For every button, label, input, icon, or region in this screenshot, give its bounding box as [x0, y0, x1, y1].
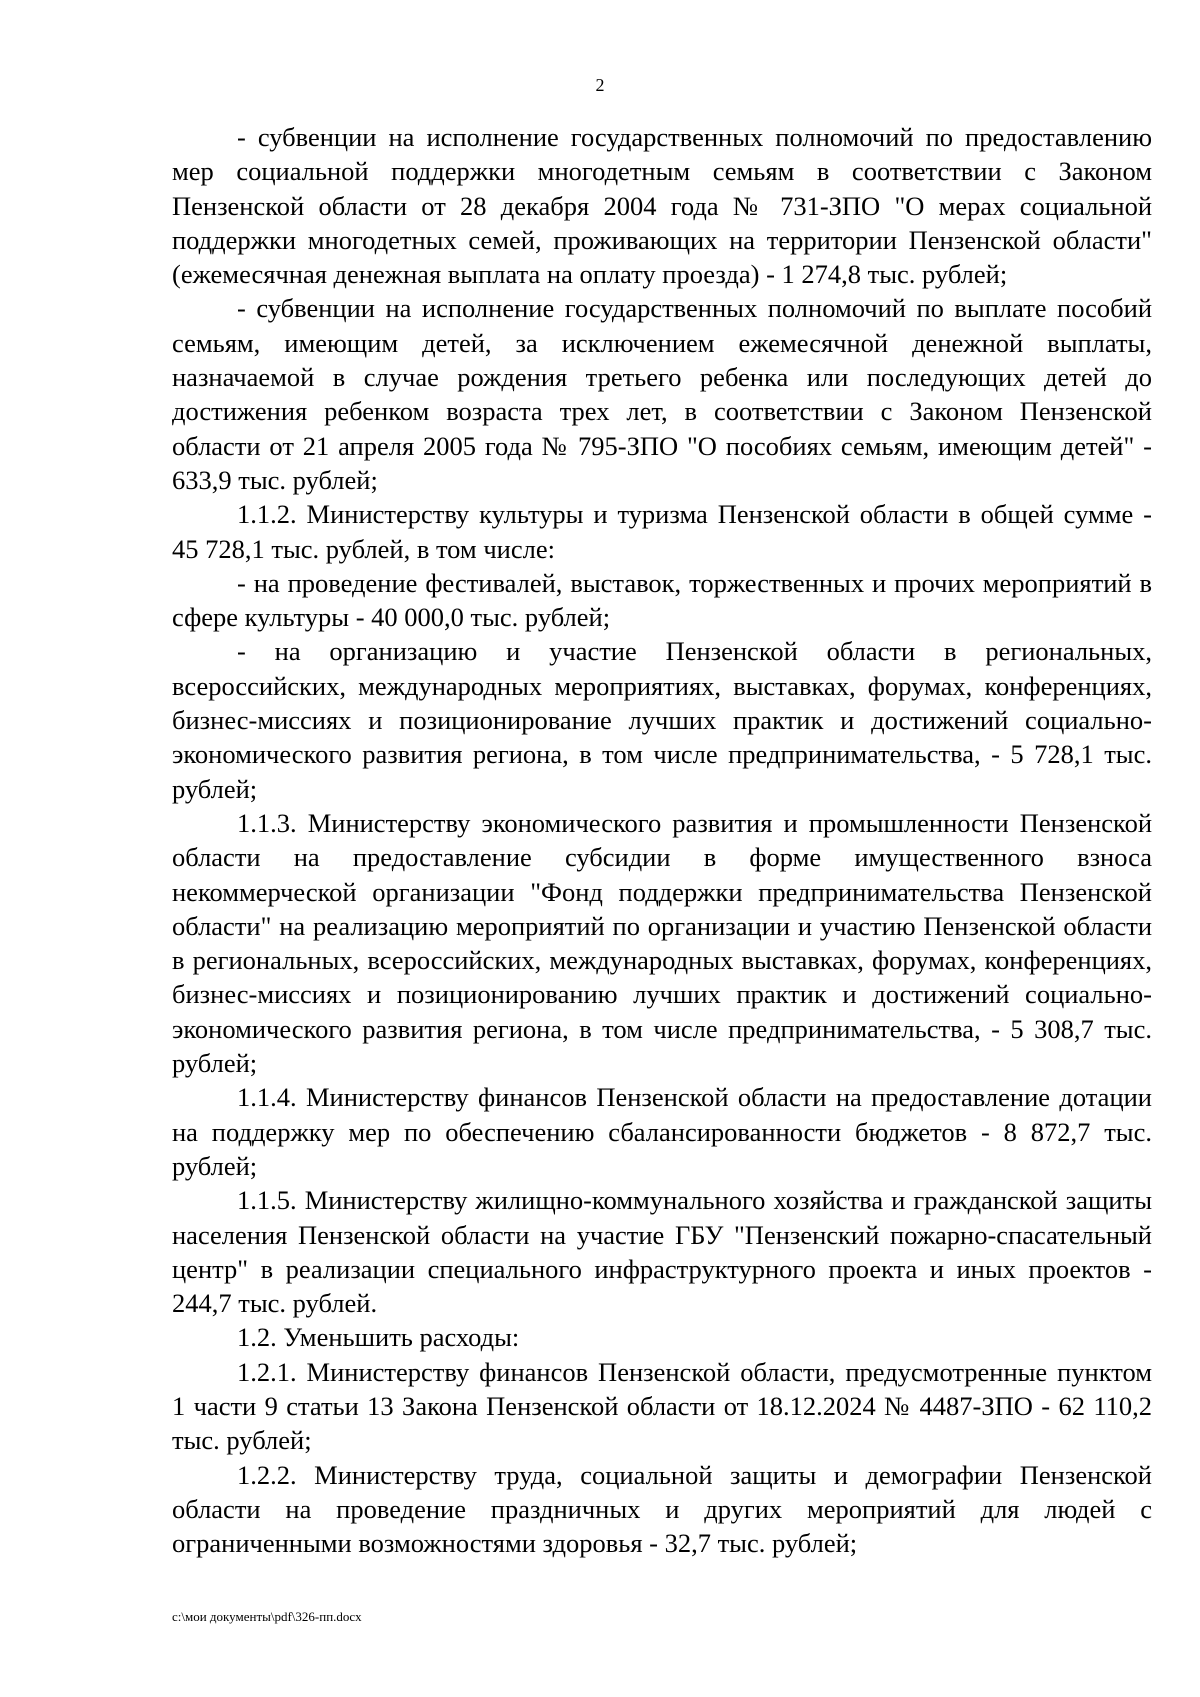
- paragraph-regional-events: - на организацию и участие Пензенской области в региональных, всероссийских, международных мероприятиях, выставках, форумах, конференциях, бизнес-миссиях и позиционирование лучших практик и достижений социально-экономического развития региона, в том числе предпринимательства, - 5 728,1 тыс. рублей;: [172, 636, 1152, 804]
- page-number: 2: [595, 75, 605, 95]
- paragraph-1-2-1-finance-ministry: 1.2.1. Министерству финансов Пензенской области, предусмотренные пунктом 1 части 9 статьи 13 Закона Пензенской области от 18.12.2024 № 4487-ЗПО - 62 110,2 тыс. рублей;: [172, 1356, 1152, 1456]
- paragraph-1-1-2-culture-ministry: 1.1.2. Министерству культуры и туризма Пензенской области в общей сумме - 45 728,1 тыс. рублей, в том числе:: [172, 499, 1152, 564]
- paragraph-festivals: - на проведение фестивалей, выставок, торжественных и прочих мероприятий в сфере культуры - 40 000,0 тыс. рублей;: [172, 567, 1152, 633]
- paragraph-1-1-3-economy-ministry: 1.1.3. Министерству экономического развития и промышленности Пензенской области на предоставление субсидии в форме имущественного взноса некоммерческой организации "Фонд поддержки предпринимательства Пензенской области" на реализацию мероприятий по организации и участию Пензенской области в региональных, всероссийских, международных выставках, форумах, конференциях, бизнес-миссиях и позиционированию лучших практик и достижений социально-экономического развития региона, в том числе предпринимательства, - 5 308,7 тыс. рублей;: [172, 807, 1152, 1079]
- document-body: [172, 120, 1152, 1560]
- paragraph-1-1-4-finance-ministry: 1.1.4. Министерству финансов Пензенской области на предоставление дотации на поддержку мер по обеспечению сбалансированности бюджетов - 8 872,7 тыс. рублей;: [172, 1082, 1152, 1181]
- footer-file-path: c:\мои документы\pdf\326-пп.docx: [172, 1609, 362, 1624]
- paragraph-subsidy-family-benefits: - субвенции на исполнение государственных полномочий по выплате пособий семьям, имеющим детей, за исключением ежемесячной денежной выплаты, назначаемой в случае рождения третьего ребенка или последующих детей до достижения ребенком возраста трех лет, в соответствии с Законом Пензенской области от 21 апреля 2005 года № 795-ЗПО "О пособиях семьям, имеющим детей" - 633,9 тыс. рублей;: [172, 293, 1152, 495]
- paragraph-1-2-reduce-expenses: 1.2. Уменьшить расходы:: [237, 1322, 520, 1353]
- paragraph-subsidy-large-families: - субвенции на исполнение государственных полномочий по предоставлению мер социальной поддержки многодетным семьям в соответствии с Законом Пензенской области от 28 декабря 2004 года № 731-ЗПО "О мерах социальной поддержки многодетных семей, проживающих на территории Пензенской области" (ежемесячная денежная выплата на оплату проезда) - 1 274,8 тыс. рублей;: [172, 122, 1152, 290]
- paragraph-1-2-2-labor-ministry: 1.2.2. Министерству труда, социальной защиты и демографии Пензенской области на проведение праздничных и других мероприятий для людей с ограниченными возможностями здоровья - 32,7 тыс. рублей;: [172, 1459, 1152, 1559]
- paragraph-1-1-5-housing-ministry: 1.1.5. Министерству жилищно-коммунального хозяйства и гражданской защиты населения Пензенской области на участие ГБУ "Пензенский пожарно-спасательный центр" в реализации специального инфраструктурного проекта и иных проектов - 244,7 тыс. рублей.: [172, 1185, 1152, 1319]
